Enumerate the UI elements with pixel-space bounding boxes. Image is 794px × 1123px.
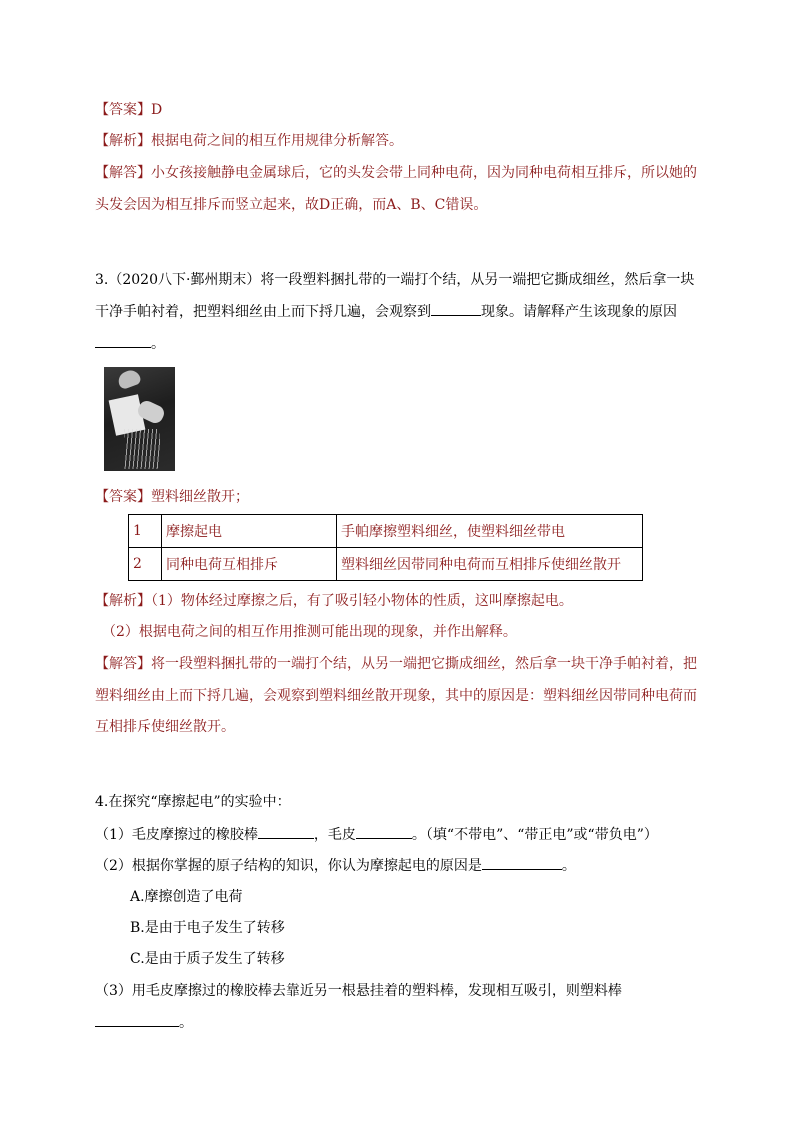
solution-text: 小女孩接触静电金属球后，它的头发会带上同种电荷，因为同种电荷相互排斥，所以她的	[151, 165, 697, 181]
q4-part-1	[95, 824, 658, 844]
table-cell: 2	[129, 548, 162, 581]
analysis-tag: 【解析】	[95, 133, 151, 149]
q3-stem-line-3	[95, 333, 165, 353]
q4-blank-3	[482, 855, 562, 870]
q3-analysis-line-1	[95, 591, 573, 611]
q4-option-c: C.是由于质子发生了转移	[130, 951, 285, 967]
q4-option-a: A.摩擦创造了电荷	[130, 889, 243, 905]
q3-answer-line	[95, 487, 249, 507]
solution-tag: 【解答】	[95, 656, 151, 672]
analysis-text: 根据电荷之间的相互作用规律分析解答。	[151, 133, 403, 149]
q3-stem-line-2	[95, 301, 677, 321]
q4-p3-end: 。	[179, 1015, 193, 1031]
q3-stem-line-1: 3.（2020八下·鄞州期末）将一段塑料捆扎带的一端打个结，从另一端把它撕成细丝，然后拿一块	[95, 272, 695, 288]
q4-option-b: B.是由于电子发生了转移	[130, 920, 285, 936]
analysis-tag: 【解析】	[95, 593, 151, 609]
answer-value: D	[151, 102, 163, 118]
answer-text: 塑料细丝散开；	[151, 489, 249, 505]
photo-plastic-strands	[124, 429, 160, 469]
q4-p2-text-b: 。	[561, 858, 576, 874]
solution-text: 将一段塑料捆扎带的一端打个结，从另一端把它撕成细丝，然后拿一块干净手帕衬着，把	[151, 656, 697, 672]
q3-solution-line-2: 塑料细丝由上而下捋几遍，会观察到塑料细丝散开现象，其中的原因是：塑料细丝因带同种电荷而	[95, 688, 697, 704]
table-cell: 1	[129, 515, 162, 548]
q4-blank-2	[356, 824, 412, 839]
q3-blank-2	[95, 333, 151, 348]
q4-p1-text-a: （1）毛皮摩擦过的橡胶棒	[95, 827, 258, 843]
q4-p1-text-c: 。（填“不带电”、“带正电”或“带负电”）	[411, 827, 658, 843]
answer-tag: 【答案】	[95, 102, 151, 118]
q3-stem-text-b: 现象。请解释产生该现象的原因	[481, 304, 677, 320]
q4-part-2	[95, 855, 576, 875]
table-row	[129, 515, 643, 548]
photo-hand-top	[116, 368, 142, 391]
table-cell: 同种电荷互相排斥	[162, 548, 337, 581]
q4-blank-1	[258, 824, 314, 839]
q2-solution-line-1	[95, 163, 697, 183]
q2-analysis-line	[95, 131, 403, 151]
answer-table	[128, 514, 643, 581]
q2-answer-line	[95, 100, 162, 120]
q3-stem-end: 。	[151, 336, 165, 352]
q3-blank-1	[431, 301, 481, 316]
table-cell: 摩擦起电	[162, 515, 337, 548]
experiment-photo	[104, 367, 175, 471]
q4-stem: 4.在探究“摩擦起电”的实验中：	[95, 794, 291, 810]
q3-analysis-line-2: （2）根据电荷之间的相互作用推测可能出现的现象，并作出解释。	[102, 624, 517, 640]
analysis-text: （1）物体经过摩擦之后，有了吸引轻小物体的性质，这叫摩擦起电。	[151, 593, 573, 609]
solution-tag: 【解答】	[95, 165, 151, 181]
q3-solution-line-3: 互相排斥使细丝散开。	[95, 719, 235, 735]
q3-solution-line-1	[95, 654, 697, 674]
q4-part-3-blank-line	[95, 1012, 193, 1032]
q4-part-3: （3）用毛皮摩擦过的橡胶棒去靠近另一根悬挂着的塑料棒，发现相互吸引，则塑料棒	[95, 983, 622, 999]
table-cell: 塑料细丝因带同种电荷而互相排斥使细丝散开	[337, 548, 643, 581]
table-row	[129, 548, 643, 581]
q3-stem-text-a: 干净手帕衬着，把塑料细丝由上而下捋几遍，会观察到	[95, 304, 431, 320]
q4-blank-4	[95, 1012, 179, 1027]
table-cell: 手帕摩擦塑料细丝，使塑料细丝带电	[337, 515, 643, 548]
q4-p1-text-b: ，毛皮	[313, 827, 356, 843]
answer-tag: 【答案】	[95, 489, 151, 505]
q2-solution-line-2: 头发会因为相互排斥而竖立起来，故D正确，而A、B、C错误。	[95, 197, 488, 213]
q4-p2-text-a: （2）根据你掌握的原子结构的知识，你认为摩擦起电的原因是	[95, 858, 482, 874]
